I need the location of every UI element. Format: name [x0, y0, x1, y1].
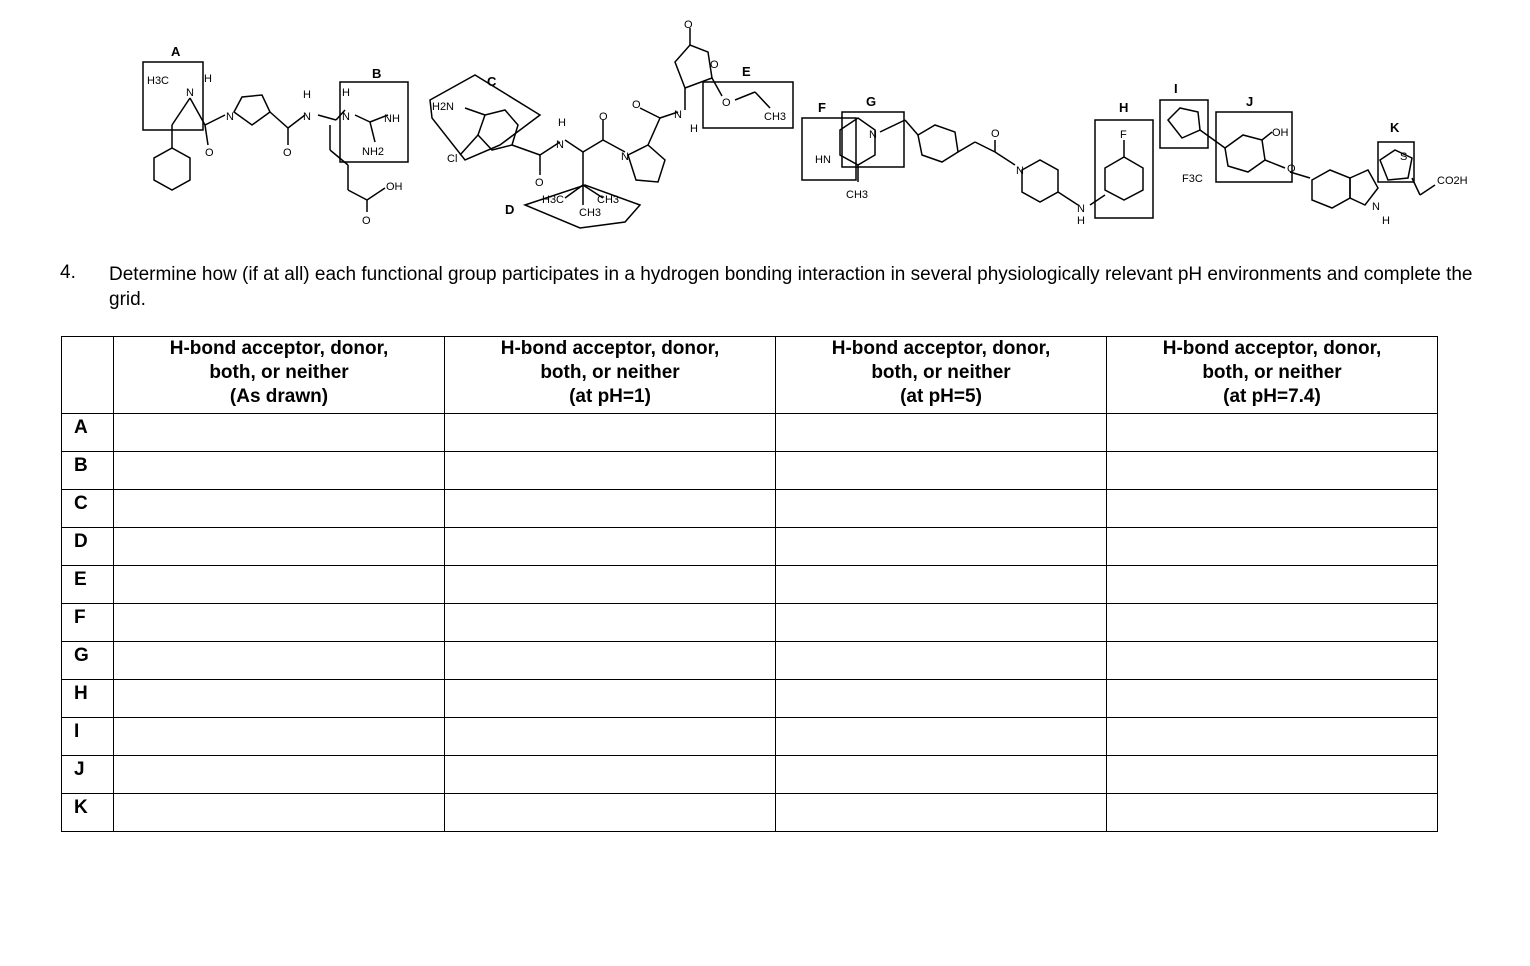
answer-cell[interactable] — [445, 794, 776, 832]
answer-cell[interactable] — [445, 756, 776, 794]
table-row — [62, 566, 1438, 604]
answer-cell[interactable] — [445, 642, 776, 680]
row-label: K — [62, 794, 114, 832]
row-label: F — [62, 604, 114, 642]
atom-h-amide3: H — [690, 123, 698, 135]
answer-grid — [61, 336, 1438, 832]
table-row — [62, 642, 1438, 680]
answer-cell[interactable] — [445, 566, 776, 604]
row-label: E — [62, 566, 114, 604]
piperazine-ring — [840, 118, 875, 165]
atom-oh-asp: OH — [386, 181, 403, 193]
atom-o-j: O — [1287, 163, 1296, 175]
header-line: both, or neither — [871, 362, 1011, 383]
atom-h-k: H — [1382, 215, 1390, 227]
question-number: 4. — [60, 262, 76, 283]
header-as-drawn — [114, 337, 445, 414]
atom-n-k: N — [1372, 201, 1380, 213]
header-line: (at pH=7.4) — [1223, 386, 1321, 407]
answer-cell[interactable] — [1107, 794, 1438, 832]
benzene-ring-c — [478, 110, 518, 150]
atom-o-pro: O — [632, 99, 641, 111]
answer-cell[interactable] — [1107, 604, 1438, 642]
benzene-ring-a — [154, 148, 190, 190]
atom-f3c: F3C — [1182, 173, 1203, 185]
answer-cell[interactable] — [1107, 452, 1438, 490]
atom-o-lac2: O — [710, 59, 719, 71]
answer-cell[interactable] — [114, 452, 445, 490]
atom-nh2-b: NH2 — [362, 146, 385, 158]
header-line: (at pH=1) — [569, 386, 651, 407]
atom-o-lac1: O — [684, 19, 693, 31]
header-line: both, or neither — [1202, 362, 1342, 383]
header-line: H-bond acceptor, donor, — [169, 338, 389, 359]
group-box-i — [1160, 100, 1208, 148]
answer-cell[interactable] — [776, 528, 1107, 566]
answer-cell[interactable] — [776, 414, 1107, 452]
atom-h-h: H — [1077, 215, 1085, 227]
atom-ch3-e: CH3 — [764, 111, 787, 123]
atom-oh-j: OH — [1272, 127, 1289, 139]
table-row — [62, 756, 1438, 794]
fluorophenyl-ring — [1105, 157, 1143, 200]
answer-cell[interactable] — [776, 756, 1107, 794]
answer-cell[interactable] — [1107, 756, 1438, 794]
atom-n-pyr: N — [226, 111, 234, 123]
atom-h-amide1: H — [303, 89, 311, 101]
answer-cell[interactable] — [776, 490, 1107, 528]
row-label: B — [62, 452, 114, 490]
answer-cell[interactable] — [776, 680, 1107, 718]
structure-label-i: I — [1174, 81, 1178, 96]
atom-ch3-d2: CH3 — [579, 207, 602, 219]
answer-cell[interactable] — [776, 452, 1107, 490]
structure-label-f: F — [818, 100, 826, 115]
header-line: H-bond acceptor, donor, — [1162, 338, 1382, 359]
header-line: (at pH=5) — [900, 386, 982, 407]
header-line: both, or neither — [540, 362, 680, 383]
atom-n-amide1: N — [303, 111, 311, 123]
header-line: H-bond acceptor, donor, — [500, 338, 720, 359]
atom-n-pro: N — [621, 151, 629, 163]
answer-cell[interactable] — [114, 604, 445, 642]
table-row — [62, 490, 1438, 528]
phenol-ring — [1225, 135, 1265, 172]
answer-cell[interactable] — [445, 528, 776, 566]
group-box-c — [430, 75, 540, 160]
structure-label-c: C — [487, 74, 497, 89]
header-row — [62, 337, 1438, 414]
table-row — [62, 718, 1438, 756]
header-ph1 — [445, 337, 776, 414]
answer-cell[interactable] — [1107, 528, 1438, 566]
atom-n-amide2: N — [556, 139, 564, 151]
answer-cell[interactable] — [445, 490, 776, 528]
atom-h3c-d: H3C — [542, 194, 565, 206]
atom-f-h: F — [1120, 129, 1127, 141]
header-line: both, or neither — [209, 362, 349, 383]
answer-cell[interactable] — [114, 794, 445, 832]
row-label: C — [62, 490, 114, 528]
atom-n-pip: N — [1016, 165, 1024, 177]
answer-cell[interactable] — [114, 642, 445, 680]
atom-o-amide2: O — [599, 111, 608, 123]
atom-cl-c: Cl — [447, 153, 458, 165]
row-label: J — [62, 756, 114, 794]
answer-cell[interactable] — [445, 604, 776, 642]
atom-o-amide4: O — [991, 128, 1000, 140]
row-label: D — [62, 528, 114, 566]
answer-cell[interactable] — [776, 794, 1107, 832]
answer-cell[interactable] — [114, 566, 445, 604]
structure-label-e: E — [742, 64, 751, 79]
answer-cell[interactable] — [114, 718, 445, 756]
atom-h3c-a: H3C — [147, 75, 170, 87]
answer-cell[interactable] — [114, 756, 445, 794]
indole-pyrrole-ring — [1350, 170, 1378, 205]
structure-label-a: A — [171, 44, 181, 59]
answer-cell[interactable] — [1107, 490, 1438, 528]
chemical-structure-drawing — [0, 0, 1530, 240]
structure-label-g: G — [866, 94, 877, 109]
table-row — [62, 794, 1438, 832]
atom-o-ether: O — [722, 97, 731, 109]
atom-o2: O — [283, 147, 292, 159]
question-text: Determine how (if at all) each functional group participates in a hydrogen bonding interaction in several physiologically relevant pH environments and complete the grid. — [109, 264, 1473, 310]
atom-n-a: N — [186, 87, 194, 99]
answer-cell[interactable] — [445, 452, 776, 490]
header-corner — [62, 337, 114, 414]
indole-benzene-ring — [1312, 170, 1350, 208]
answer-cell[interactable] — [445, 718, 776, 756]
atom-h-b: H — [342, 87, 350, 99]
answer-cell[interactable] — [1107, 642, 1438, 680]
atom-n-b: N — [342, 111, 350, 123]
row-label: A — [62, 414, 114, 452]
table-row — [62, 528, 1438, 566]
answer-cell[interactable] — [114, 414, 445, 452]
answer-cell[interactable] — [114, 490, 445, 528]
pyrrolidine-ring — [234, 95, 270, 125]
answer-cell[interactable] — [776, 566, 1107, 604]
row-label: G — [62, 642, 114, 680]
atom-ch3-f: CH3 — [846, 189, 869, 201]
atom-n-g: N — [869, 129, 877, 141]
atom-n-h: N — [1077, 203, 1085, 215]
atom-o1: O — [205, 147, 214, 159]
header-line: H-bond acceptor, donor, — [831, 338, 1051, 359]
atom-h-a: H — [204, 73, 212, 85]
atom-co2h-k: CO2H — [1437, 175, 1468, 187]
atom-s-k: S — [1400, 151, 1408, 163]
cyclopentane-ring — [1168, 108, 1200, 138]
row-label: H — [62, 680, 114, 718]
structure-label-b: B — [372, 66, 382, 81]
answer-cell[interactable] — [445, 680, 776, 718]
answer-cell[interactable] — [776, 604, 1107, 642]
benzene-ring-g — [918, 125, 958, 162]
answer-cell[interactable] — [1107, 718, 1438, 756]
proline-ring — [628, 145, 665, 182]
answer-cell[interactable] — [1107, 414, 1438, 452]
table-row — [62, 604, 1438, 642]
piperidine-ring — [1022, 160, 1058, 202]
answer-cell[interactable] — [114, 528, 445, 566]
atom-o-asp: O — [362, 215, 371, 227]
header-line: (As drawn) — [229, 386, 329, 407]
atom-nh-b: NH — [384, 113, 400, 125]
answer-cell[interactable] — [776, 642, 1107, 680]
answer-cell[interactable] — [114, 680, 445, 718]
group-box-f — [802, 118, 856, 180]
answer-cell[interactable] — [776, 718, 1107, 756]
structure-label-h: H — [1119, 100, 1129, 115]
atom-h-amide2: H — [558, 117, 566, 129]
row-label: I — [62, 718, 114, 756]
atom-h2n-c: H2N — [432, 101, 455, 113]
structure-label-j: J — [1246, 94, 1254, 109]
structure-label-k: K — [1390, 120, 1400, 135]
group-box-a — [143, 62, 203, 130]
header-ph7-4 — [1107, 337, 1438, 414]
atom-hn-f: HN — [815, 154, 831, 166]
atom-ch3-d1: CH3 — [597, 194, 620, 206]
table-row — [62, 452, 1438, 490]
header-ph5 — [776, 337, 1107, 414]
table-row — [62, 414, 1438, 452]
table-row — [62, 680, 1438, 718]
atom-o-c: O — [535, 177, 544, 189]
structure-label-d: D — [505, 202, 515, 217]
answer-cell[interactable] — [1107, 680, 1438, 718]
atom-n-amide3: N — [674, 109, 682, 121]
answer-cell[interactable] — [445, 414, 776, 452]
answer-cell[interactable] — [1107, 566, 1438, 604]
